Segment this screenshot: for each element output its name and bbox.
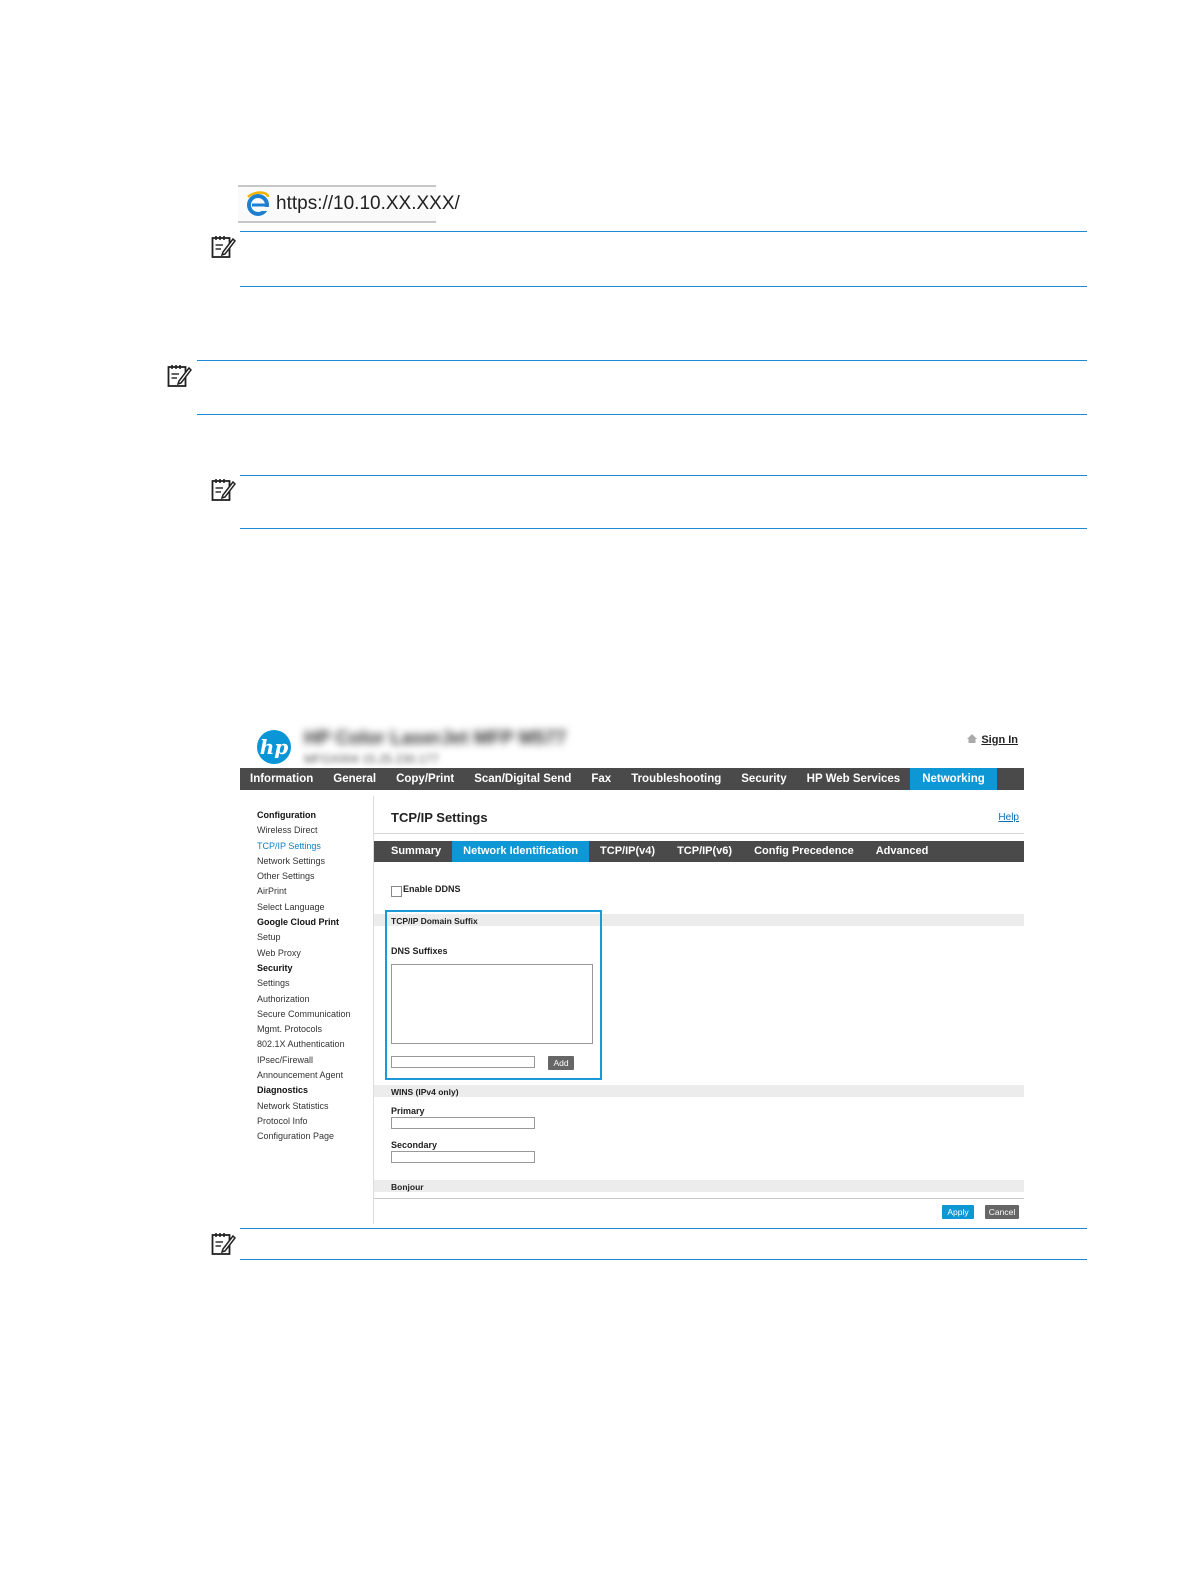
product-title: HP Color LaserJet MFP M577 <box>304 728 567 749</box>
sidebar-item-wireless-direct[interactable]: Wireless Direct <box>257 825 318 836</box>
sidebar-item-announcement-agent[interactable]: Announcement Agent <box>257 1070 344 1081</box>
sidebar-item-web-proxy[interactable]: Web Proxy <box>257 947 301 958</box>
sidebar-item-setup[interactable]: Setup <box>257 932 281 943</box>
sidebar-item-mgmt-protocols[interactable]: Mgmt. Protocols <box>257 1024 323 1035</box>
note-bottom-rule <box>240 1259 1087 1260</box>
sidebar-item-select-language[interactable]: Select Language <box>257 901 325 912</box>
subtab-config-precedence[interactable]: Config Precedence <box>754 845 854 857</box>
product-subtitle: MFGX004 15.25.230.177 <box>304 752 439 766</box>
title-divider <box>374 833 1024 834</box>
sidebar-item-other-settings[interactable]: Other Settings <box>257 871 315 882</box>
sidebar-item-authorization[interactable]: Authorization <box>257 993 310 1004</box>
tab-fax[interactable]: Fax <box>591 773 612 785</box>
apply-button[interactable]: Apply <box>942 1205 974 1219</box>
tab-networking[interactable]: Networking <box>910 768 997 790</box>
sidebar-item-secure-communication[interactable]: Secure Communication <box>257 1008 351 1019</box>
note-bottom-rule <box>240 528 1087 529</box>
enable-ddns-label: Enable DDNS <box>403 884 461 894</box>
sidebar-item-airprint[interactable]: AirPrint <box>257 886 287 897</box>
note-bottom-rule <box>240 286 1087 287</box>
note-top-rule <box>197 360 1087 361</box>
tab-information[interactable]: Information <box>250 773 314 785</box>
ie-browser-icon <box>246 191 270 217</box>
note-top-rule <box>240 1228 1087 1229</box>
content-panel <box>374 796 1024 1224</box>
sidebar-heading-security: Security <box>257 962 293 973</box>
section-band <box>374 1180 1024 1192</box>
wins-heading: WINS (IPv4 only) <box>391 1087 459 1097</box>
domain-suffix-heading: TCP/IP Domain Suffix <box>391 916 478 926</box>
sidebar-item-network-settings[interactable]: Network Settings <box>257 855 326 866</box>
highlight-box <box>385 910 602 1080</box>
home-icon <box>967 734 977 743</box>
note-pad-icon <box>211 1232 237 1256</box>
url-text: https://10.10.XX.XXX/ <box>276 193 460 214</box>
note-top-rule <box>240 475 1087 476</box>
sidebar-item-802-1x-authentication[interactable]: 802.1X Authentication <box>257 1039 345 1050</box>
primary-label: Primary <box>391 1106 425 1116</box>
address-bar-snippet <box>238 185 460 223</box>
hp-logo: hp <box>257 730 291 764</box>
bonjour-heading: Bonjour <box>391 1182 424 1192</box>
action-bar <box>374 1198 1024 1225</box>
sidebar-item-ipsec-firewall[interactable]: IPsec/Firewall <box>257 1054 314 1065</box>
enable-ddns-checkbox[interactable] <box>391 886 402 897</box>
sidebar-heading-google-cloud-print: Google Cloud Print <box>257 917 339 928</box>
primary-wins-input[interactable] <box>391 1117 535 1129</box>
tab-security[interactable]: Security <box>741 773 787 785</box>
tab-hp-web-services[interactable]: HP Web Services <box>806 773 901 785</box>
section-band <box>374 1085 1024 1097</box>
sidebar-nav <box>257 808 377 1145</box>
secondary-label: Secondary <box>391 1140 438 1150</box>
cancel-button[interactable]: Cancel <box>985 1205 1019 1219</box>
help-link[interactable]: Help <box>998 812 1019 823</box>
page-title: TCP/IP Settings <box>391 810 488 825</box>
sidebar-item-tcp-ip-settings[interactable]: TCP/IP Settings <box>257 840 321 851</box>
note-pad-icon <box>211 478 237 502</box>
sign-in-label: Sign In <box>981 734 1018 746</box>
sidebar-item-configuration-page[interactable]: Configuration Page <box>257 1131 335 1142</box>
note-pad-icon <box>211 235 237 259</box>
sidebar-heading-configuration: Configuration <box>257 810 316 820</box>
secondary-wins-input[interactable] <box>391 1151 535 1163</box>
subtab-advanced[interactable]: Advanced <box>875 845 929 857</box>
sidebar-item-network-statistics[interactable]: Network Statistics <box>257 1100 329 1111</box>
ews-screenshot <box>240 712 1024 1224</box>
note-top-rule <box>240 231 1087 232</box>
sidebar-item-settings[interactable]: Settings <box>257 978 290 989</box>
note-pad-icon <box>167 364 193 388</box>
dns-suffixes-label: DNS Suffixes <box>391 946 448 956</box>
sign-in-link[interactable] <box>967 734 1018 746</box>
subtab-summary[interactable]: Summary <box>391 845 442 857</box>
note-bottom-rule <box>197 414 1087 415</box>
tab-troubleshooting[interactable]: Troubleshooting <box>631 773 722 785</box>
sub-nav <box>374 841 1024 862</box>
subtab-network-identification[interactable]: Network Identification <box>452 841 589 862</box>
tab-scan-digital-send[interactable]: Scan/Digital Send <box>474 773 572 785</box>
sidebar-heading-diagnostics: Diagnostics <box>257 1085 309 1096</box>
subtab-tcp-ip-v4[interactable]: TCP/IP(v4) <box>600 845 656 857</box>
tab-copy-print[interactable]: Copy/Print <box>396 773 455 785</box>
subtab-tcp-ip-v6[interactable]: TCP/IP(v6) <box>677 845 733 857</box>
tab-general[interactable]: General <box>333 773 377 785</box>
main-nav <box>240 768 1024 790</box>
sidebar-item-protocol-info[interactable]: Protocol Info <box>257 1115 308 1126</box>
add-button[interactable]: Add <box>548 1056 574 1070</box>
